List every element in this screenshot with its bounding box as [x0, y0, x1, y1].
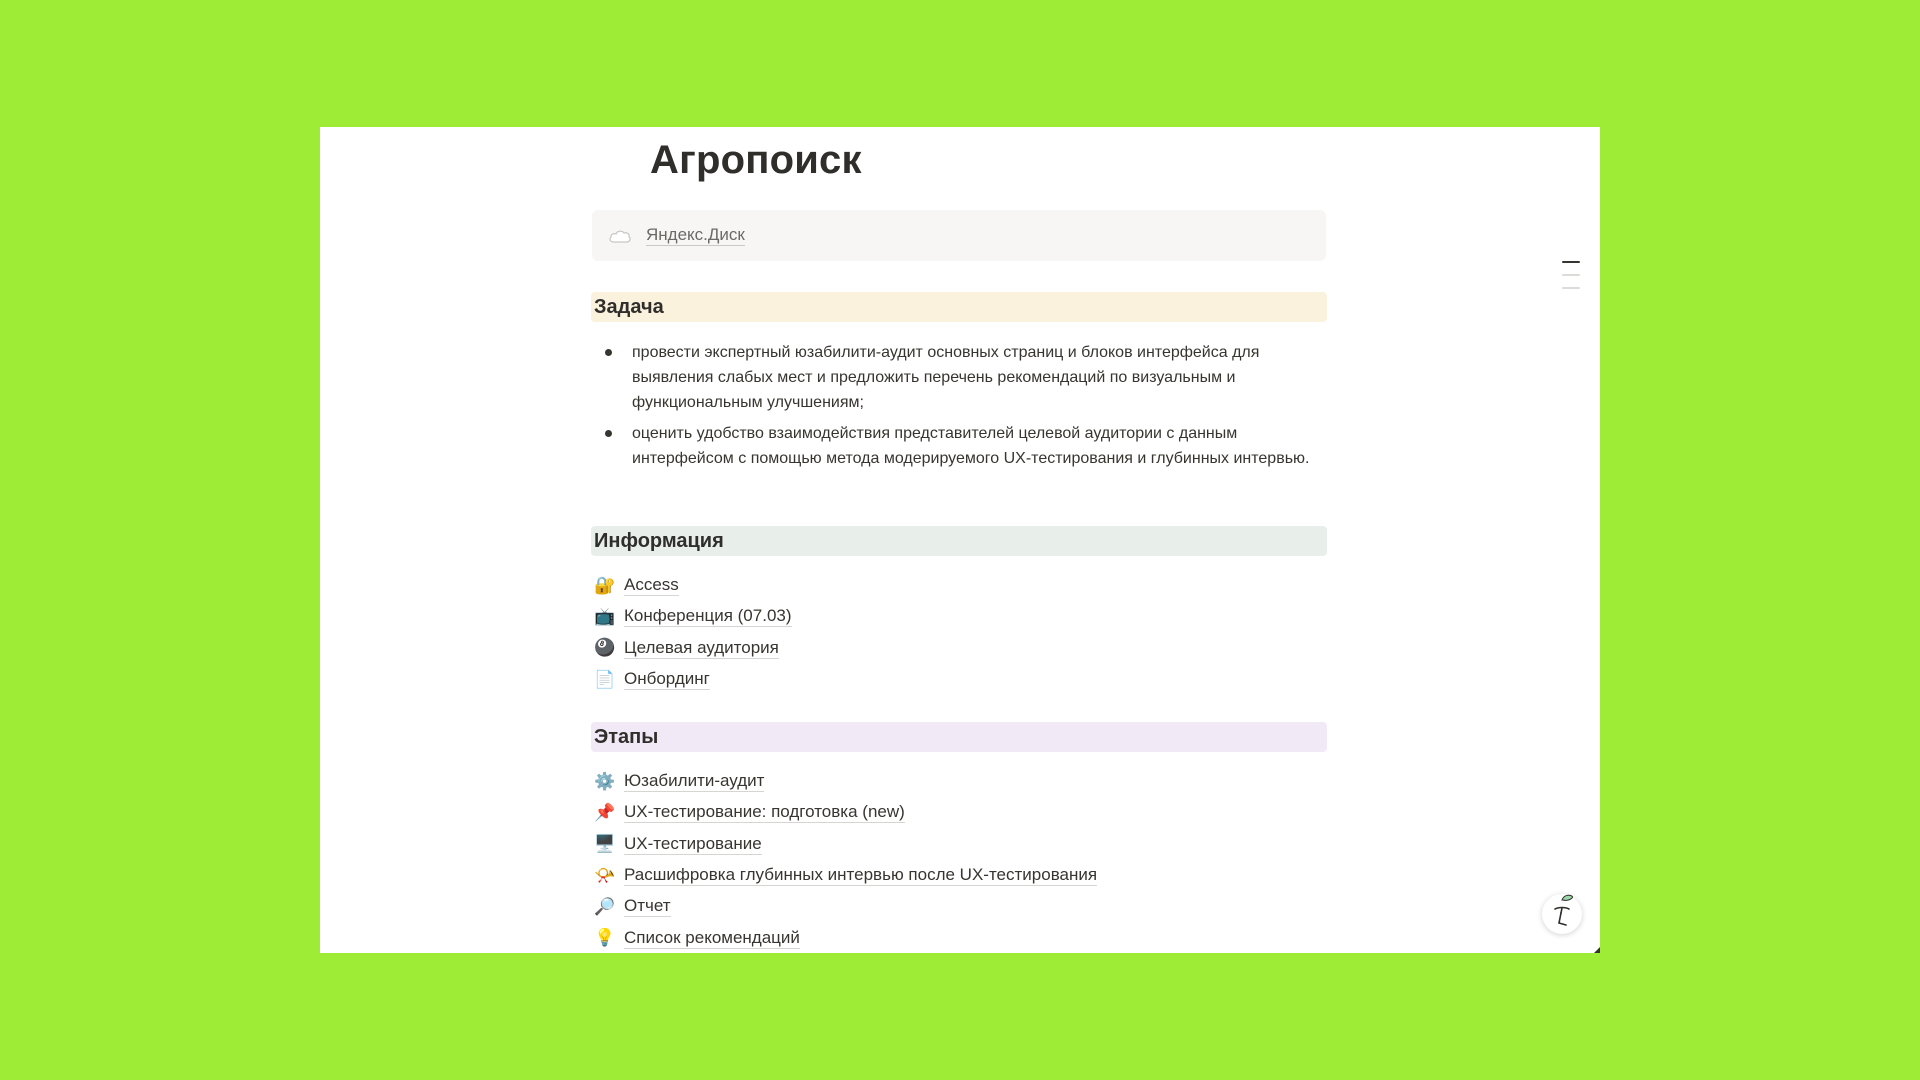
bullet-dot [605, 349, 612, 356]
page-link-label[interactable]: UX-тестирование: подготовка (new) [624, 802, 905, 822]
help-character-icon [1542, 894, 1582, 934]
locked-with-key-icon: 🔐 [594, 575, 616, 595]
page-link-label[interactable]: Юзабилити-аудит [624, 771, 765, 791]
table-of-contents-indicator[interactable] [1562, 261, 1580, 300]
section-heading-task: Задача [591, 292, 1327, 322]
list-item-text: оценить удобство взаимодействия представителей целевой аудитории с данным интерфейсом с помощью метода модерируемого UX-тестирования и глубинных интервью. [632, 425, 1310, 467]
bookmark-yandex-disk[interactable] [592, 210, 1326, 261]
light-bulb-icon: 💡 [594, 928, 616, 948]
postal-horn-icon: 📯 [594, 865, 616, 885]
page-link-target-audience[interactable] [594, 633, 1334, 664]
page-icon: 📄 [594, 669, 616, 689]
page-link-ux-testing-prep[interactable] [594, 797, 1334, 828]
stages-link-list [594, 766, 1334, 953]
page-link-report[interactable] [594, 891, 1334, 922]
page-link-label[interactable]: Access [624, 575, 679, 595]
section-heading-info: Информация [591, 526, 1327, 556]
bullet-dot [605, 430, 612, 437]
list-item-text: провести экспертный юзабилити-аудит основных страниц и блоков интерфейса для выявления слабых мест и предложить перечень рекомендаций по визуальным и функциональным улучшениям; [632, 344, 1260, 411]
notion-page-window [320, 127, 1600, 953]
television-icon: 📺 [594, 606, 616, 626]
help-button[interactable] [1542, 894, 1582, 934]
resize-corner [1594, 947, 1600, 953]
cloud-icon [608, 228, 632, 244]
eight-ball-icon: 🎱 [594, 638, 616, 658]
page-link-label[interactable]: Целевая аудитория [624, 637, 779, 657]
gear-icon: ⚙️ [594, 771, 616, 791]
page-link-recommendations[interactable] [594, 922, 1334, 953]
toc-item-active[interactable] [1562, 261, 1580, 263]
list-item [600, 421, 1320, 471]
page-title: Агропоиск [650, 138, 862, 182]
bookmark-label[interactable]: Яндекс.Диск [646, 225, 745, 244]
page-link-label[interactable]: Отчет [624, 896, 671, 916]
page-link-label[interactable]: Онбординг [624, 669, 710, 689]
toc-item[interactable] [1562, 287, 1580, 289]
page-link-usability-audit[interactable] [594, 766, 1334, 797]
page-link-label[interactable]: Расшифровка глубинных интервью после UX-тестирования [624, 865, 1098, 885]
page-link-label[interactable]: Конференция (07.03) [624, 606, 792, 626]
magnifier-icon: 🔎 [594, 896, 616, 916]
page-link-onboarding[interactable] [594, 664, 1334, 695]
list-item [600, 340, 1320, 415]
page-link-conference[interactable] [594, 601, 1334, 632]
page-link-ux-testing[interactable] [594, 829, 1334, 860]
toc-item[interactable] [1562, 274, 1580, 276]
desktop-computer-icon: 🖥️ [594, 834, 616, 854]
page-link-access[interactable] [594, 570, 1334, 601]
page-link-interview-transcripts[interactable] [594, 860, 1334, 891]
pushpin-icon: 📌 [594, 802, 616, 822]
page-link-label[interactable]: UX-тестирование [624, 833, 762, 853]
info-link-list [594, 570, 1334, 695]
page-link-label[interactable]: Список рекомендаций [624, 927, 800, 947]
task-bullet-list [600, 340, 1320, 477]
section-heading-stages: Этапы [591, 722, 1327, 752]
